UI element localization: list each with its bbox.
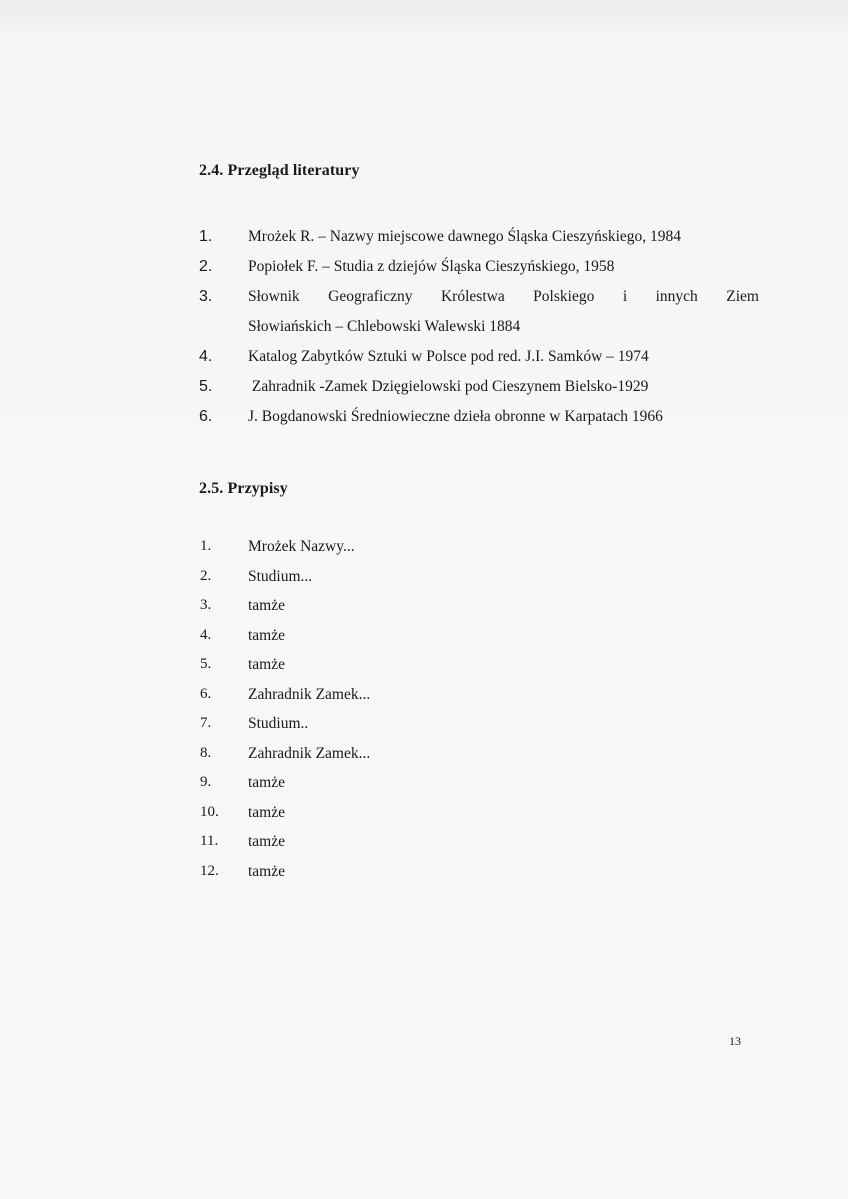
footnote-number: 2.: [200, 567, 212, 584]
footnote-text: tamże: [248, 656, 286, 673]
literature-item: [199, 252, 759, 282]
item-text: Katalog Zabytków Sztuki w Polsce pod red. J.I. Samków – 1974: [248, 348, 649, 365]
literature-item: [199, 372, 759, 402]
literature-item: [199, 402, 759, 432]
footnote-item: [199, 739, 759, 769]
item-number: 6.: [199, 408, 213, 425]
item-number: 1.: [199, 228, 213, 245]
item-text-continued: Słowiańskich – Chlebowski Walewski 1884: [248, 318, 521, 335]
footnote-text: tamże: [248, 862, 286, 880]
literature-item: [199, 222, 759, 252]
item-text: Mrożek R. – Nazwy miejscowe dawnego Śląska Cieszyńskiego, 1984: [248, 228, 682, 245]
footnote-item: [199, 621, 759, 651]
footnote-text: Studium..: [248, 715, 309, 732]
footnote-number: 9.: [200, 774, 212, 790]
footnote-item: [199, 857, 759, 887]
footnote-number: 5.: [200, 656, 212, 672]
item-text: J. Bogdanowski Średniowieczne dzieła obronne w Karpatach 1966: [248, 408, 663, 425]
footnote-item: [199, 680, 759, 710]
footnote-number: 4.: [200, 626, 212, 643]
page-number: 13: [729, 1034, 741, 1048]
footnote-number: 1.: [200, 538, 212, 554]
footnote-item: [199, 562, 759, 592]
footnote-text: tamże: [248, 626, 286, 644]
literature-list: [199, 222, 759, 432]
footnote-number: 12.: [200, 862, 219, 879]
footnote-text: tamże: [248, 803, 286, 821]
literature-item: [199, 282, 759, 342]
footnote-item: [199, 650, 759, 680]
item-number: 2.: [199, 258, 213, 275]
footnote-text: Zahradnik Zamek...: [248, 685, 371, 703]
footnote-number: 7.: [200, 715, 212, 731]
item-number: 4.: [199, 348, 213, 365]
footnote-item: [199, 827, 759, 857]
footnote-item: [199, 709, 759, 739]
footnote-number: 8.: [200, 744, 212, 761]
footnote-item: [199, 798, 759, 828]
item-text: Słownik Geograficzny Królestwa Polskiego i innych Ziem: [248, 288, 759, 305]
literature-item: [199, 342, 759, 372]
footnote-number: 10.: [200, 803, 219, 820]
item-number: 3.: [199, 288, 213, 305]
item-text: Zahradnik -Zamek Dzięgielowski pod Cieszynem Bielsko-1929: [248, 378, 649, 395]
footnote-number: 11.: [200, 833, 219, 849]
footnote-text: tamże: [248, 597, 286, 614]
footnote-text: Studium...: [248, 567, 313, 585]
footnote-number: 3.: [200, 597, 212, 613]
item-text: Popiołek F. – Studia z dziejów Śląska Cieszyńskiego, 1958: [248, 258, 615, 275]
footnote-item: [199, 768, 759, 798]
footnote-item: [199, 532, 759, 562]
footnote-text: Zahradnik Zamek...: [248, 744, 371, 762]
item-number: 5.: [199, 378, 213, 395]
footnote-text: Mrożek Nazwy...: [248, 538, 355, 555]
footnote-text: tamże: [248, 833, 286, 850]
footnotes-list: [199, 532, 759, 886]
footnotes-heading: 2.5. Przypisy: [199, 480, 288, 497]
footnote-text: tamże: [248, 774, 286, 791]
footnote-number: 6.: [200, 685, 212, 702]
literature-heading: 2.4. Przegląd literatury: [199, 162, 360, 179]
footnote-item: [199, 591, 759, 621]
